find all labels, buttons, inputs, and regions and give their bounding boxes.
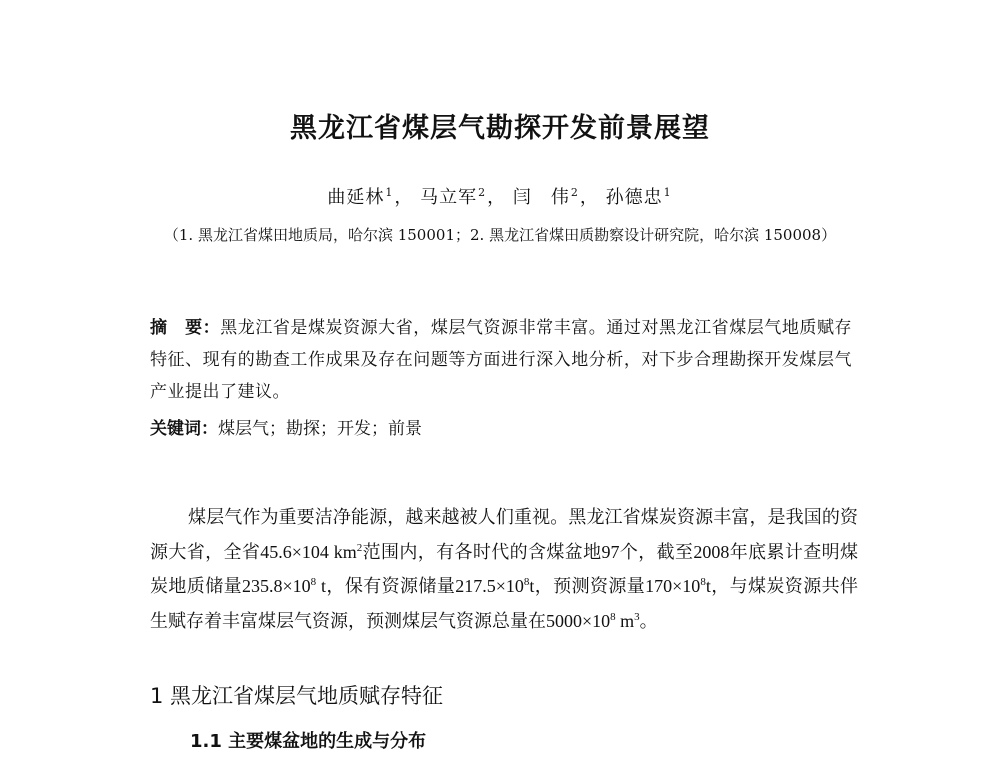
intro-text-5: t，与煤炭资源共伴生赋存着丰富煤层气资源，预测煤层气资源总量在5000×10: [150, 576, 858, 631]
author-name: 马立军: [420, 187, 478, 208]
affiliation-marker: 2: [570, 186, 579, 199]
abstract-label: 摘 要：: [150, 318, 221, 338]
affiliation-marker: 1: [385, 186, 394, 199]
superscript: 8: [700, 576, 706, 588]
superscript: 8: [610, 610, 616, 623]
abstract: [150, 312, 852, 408]
subsection-heading: 1.1 主要煤盆地的生成与分布: [190, 731, 427, 752]
intro-text-6: m: [615, 610, 635, 631]
author-name: 曲延林: [327, 187, 385, 208]
superscript: 8: [523, 576, 530, 588]
keywords: [150, 413, 852, 445]
superscript: 3: [634, 610, 640, 623]
affiliation-marker: 2: [478, 186, 487, 199]
author-list: 曲延林$^1$， 马立军$^2$， 闫 伟$^2$， 孙德忠$^1$: [327, 186, 672, 208]
author-name: 闫 伟: [512, 187, 570, 208]
superscript: 8: [310, 576, 317, 588]
affiliations: （1. 黑龙江省煤田地质局，哈尔滨 150001；2. 黑龙江省煤田质勘察设计研究院，哈尔滨 150008）: [163, 226, 837, 244]
intro-text-3: t，保有资源储量217.5×10: [316, 576, 524, 596]
abstract-text: 黑龙江省是煤炭资源大省，煤层气资源非常丰富。通过对黑龙江省煤层气地质赋存特征、现有的勘查工作成果及存在问题等方面进行深入地分析，对下步合理勘探开发煤层气产业提出了建议。: [150, 318, 853, 402]
affiliation-marker: 1: [663, 186, 672, 199]
keywords-label: 关键词：: [150, 419, 218, 439]
intro-text-4: t，预测资源量170×10: [529, 576, 701, 596]
superscript: 2: [356, 541, 363, 554]
intro-text-7: 。: [639, 610, 658, 631]
section-heading: 1 黑龙江省煤层气地质赋存特征: [150, 684, 444, 708]
intro-paragraph: [150, 500, 858, 638]
keywords-text: 煤层气；勘探；开发；前景: [218, 419, 422, 439]
intro-text-1: 煤层气作为重要洁净能源，越来越被人们重视。黑龙江省煤炭资源丰富，是我国的资源大省，全省45.6×104 km: [150, 507, 858, 562]
author-name: 孙德忠: [605, 187, 663, 208]
intro-text-2: 范围内，有各时代的含煤盆地97个，截至2008年底累计查明煤炭地质储量235.8×10: [150, 541, 859, 596]
paper-title: 黑龙江省煤层气勘探开发前景展望: [290, 113, 710, 144]
